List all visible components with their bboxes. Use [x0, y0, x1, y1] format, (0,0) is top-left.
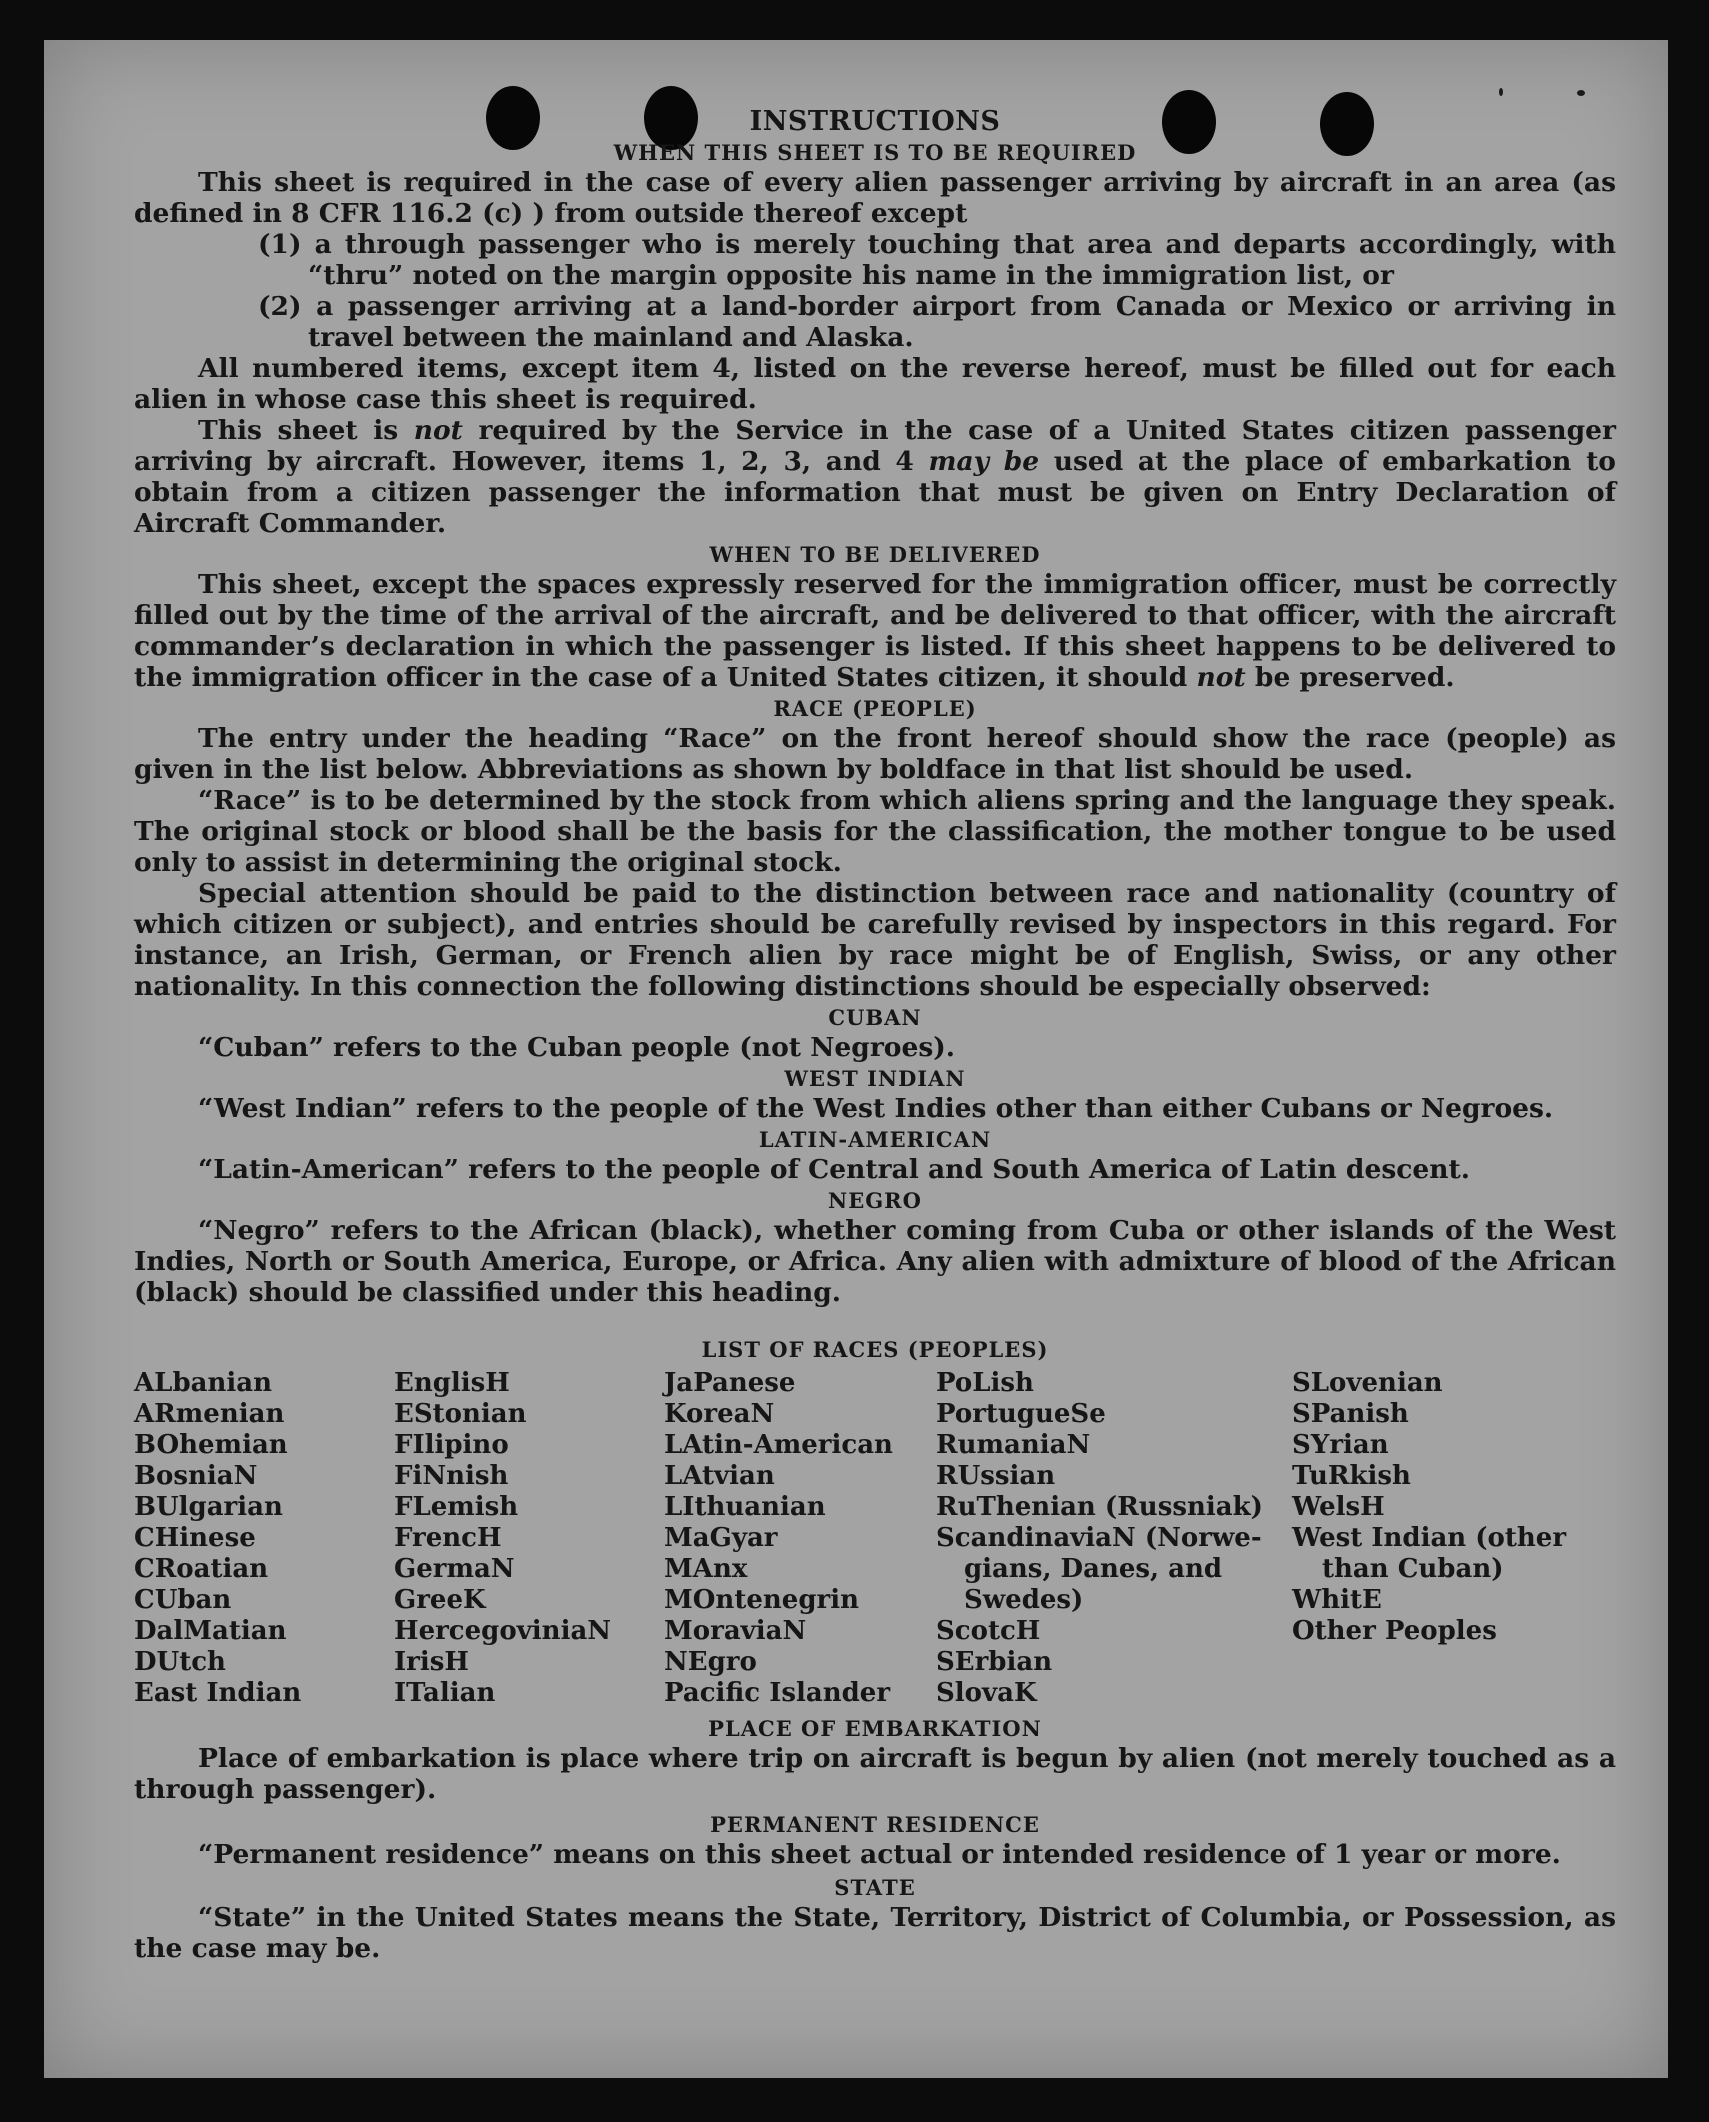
race-entry: EStonian — [394, 1399, 527, 1429]
race-entry: WelsH — [1292, 1492, 1385, 1522]
race-entry: ARmenian — [134, 1399, 285, 1429]
races-column — [394, 1368, 664, 1709]
race-entry: GreeK — [394, 1585, 486, 1615]
speck — [1499, 88, 1503, 96]
text-span: required by the Service in the case of a United States citizen passenger arriving by aircraft. However, items 1, 2, 3, and 4 — [134, 415, 1616, 477]
heading-place-of-embarkation: PLACE OF EMBARKATION — [708, 1716, 1042, 1741]
text-span: This sheet, except the spaces expressly reserved for the immigration officer, must be correctly filled out by the time of the arrival of the aircraft, and be delivered to that officer, with the aircraft commander’s declaration in which the passenger is listed. If this sheet happens to be delivered to the immigration officer in the case of a United States citizen, it should — [134, 569, 1616, 693]
race-entry: ALbanian — [134, 1368, 273, 1398]
page-title: INSTRUCTIONS — [749, 106, 1001, 137]
race-entry: WhitE — [1292, 1585, 1382, 1615]
races-column — [134, 1368, 394, 1709]
race-entry: gians, Danes, and — [964, 1554, 1223, 1584]
race-entry: NEgro — [664, 1647, 757, 1677]
race-entry: MoraviaN — [664, 1616, 807, 1646]
races-column — [1280, 1368, 1592, 1709]
race-entry: DalMatian — [134, 1616, 287, 1646]
heading-latin-american: LATIN-AMERICAN — [758, 1127, 992, 1152]
italic-span: may be — [928, 446, 1040, 477]
race-entry: CUban — [134, 1585, 232, 1615]
list-item: (2) a passenger arriving at a land-border airport from Canada or Mexico or arriving in travel between the mainland and Alaska. — [258, 291, 1616, 353]
text-span: This sheet is — [198, 415, 414, 446]
race-entry: SPanish — [1292, 1399, 1409, 1429]
heading-race: RACE (PEOPLE) — [773, 696, 977, 721]
race-entry: CHinese — [134, 1523, 256, 1553]
race-entry: FLemish — [394, 1492, 519, 1522]
race-entry: SYrian — [1292, 1430, 1389, 1460]
race-entry: HercegoviniaN — [394, 1616, 612, 1646]
race-entry: LIthuanian — [664, 1492, 826, 1522]
race-entry: Other Peoples — [1292, 1616, 1497, 1646]
race-entry: TuRkish — [1292, 1461, 1411, 1491]
paragraph: Place of embarkation is place where trip on aircraft is begun by alien (not merely touched as a through passenger). — [134, 1743, 1616, 1805]
race-entry: FIlipino — [394, 1430, 509, 1460]
instructions-body — [134, 106, 1616, 1964]
race-entry: IrisH — [394, 1647, 469, 1677]
race-entry: RUssian — [936, 1461, 1056, 1491]
text-span: used at the place of embarkation to obtain from a citizen passenger the information that must be given on Entry Declaration of Aircraft Commander. — [134, 446, 1616, 539]
race-entry: RuThenian (Russniak) — [936, 1492, 1263, 1522]
race-entry: MOntenegrin — [664, 1585, 859, 1615]
races-column — [936, 1368, 1280, 1709]
race-entry: SErbian — [936, 1647, 1053, 1677]
race-entry: RumaniaN — [936, 1430, 1091, 1460]
races-column — [664, 1368, 936, 1709]
race-entry: ITalian — [394, 1678, 496, 1708]
italic-span: not — [1196, 662, 1246, 693]
paragraph — [134, 569, 1616, 693]
paragraph: Special attention should be paid to the distinction between race and nationality (country of which citizen or subject), and entries should be carefully revised by inspectors in this regard. For instance, an Irish, German, or French alien by race might be of English, Swiss, or any other nationality. In this connection the following distinctions should be especially observed: — [134, 878, 1616, 1002]
italic-span: not — [413, 415, 463, 446]
race-entry: MaGyar — [664, 1523, 778, 1553]
race-entry: DUtch — [134, 1647, 226, 1677]
heading-list-of-races: LIST OF RACES (PEOPLES) — [701, 1337, 1049, 1362]
races-table — [134, 1368, 1616, 1709]
paragraph: “State” in the United States means the State, Territory, District of Columbia, or Possession, as the case may be. — [134, 1902, 1616, 1964]
race-entry: KoreaN — [664, 1399, 775, 1429]
race-entry: SLovenian — [1292, 1368, 1443, 1398]
paragraph: “Latin-American” refers to the people of Central and South America of Latin descent. — [198, 1154, 1470, 1185]
race-entry: FrencH — [394, 1523, 502, 1553]
race-entry: FiNnish — [394, 1461, 509, 1491]
list-item: (1) a through passenger who is merely touching that area and departs accordingly, with “thru” noted on the margin opposite his name in the immigration list, or — [258, 229, 1616, 291]
race-entry: East Indian — [134, 1678, 302, 1708]
heading-permanent-residence: PERMANENT RESIDENCE — [710, 1812, 1040, 1837]
heading-state: STATE — [834, 1875, 916, 1900]
heading-cuban: CUBAN — [828, 1005, 922, 1030]
race-entry: BUlgarian — [134, 1492, 283, 1522]
race-entry: CRoatian — [134, 1554, 269, 1584]
race-entry: Pacific Islander — [664, 1678, 891, 1708]
document-sheet — [44, 40, 1668, 2078]
race-entry: BosniaN — [134, 1461, 258, 1491]
paragraph: This sheet is required in the case of every alien passenger arriving by aircraft in an area (as defined in 8 CFR 116.2 (c) ) from outside thereof except — [134, 167, 1616, 229]
race-entry: MAnx — [664, 1554, 748, 1584]
heading-when-required: WHEN THIS SHEET IS TO BE REQUIRED — [613, 140, 1137, 165]
paragraph: “Negro” refers to the African (black), whether coming from Cuba or other islands of the West Indies, North or South America, Europe, or Africa. Any alien with admixture of blood of the African (black) should be classified under this heading. — [134, 1215, 1616, 1308]
heading-west-indian: WEST INDIAN — [784, 1066, 966, 1091]
heading-negro: NEGRO — [828, 1188, 922, 1213]
race-entry: LAtvian — [664, 1461, 775, 1491]
paragraph: “Permanent residence” means on this sheet actual or intended residence of 1 year or more. — [198, 1839, 1561, 1870]
race-entry: JaPanese — [664, 1368, 796, 1398]
race-entry: SlovaK — [936, 1678, 1037, 1708]
race-entry: LAtin-American — [664, 1430, 893, 1460]
race-entry: West Indian (other — [1292, 1523, 1567, 1553]
paragraph: “West Indian” refers to the people of the West Indies other than either Cubans or Negroes. — [198, 1093, 1554, 1124]
race-entry: ScotcH — [936, 1616, 1041, 1646]
race-entry: PoLish — [936, 1368, 1034, 1398]
heading-when-delivered: WHEN TO BE DELIVERED — [709, 542, 1041, 567]
paragraph: The entry under the heading “Race” on the front hereof should show the race (people) as given in the list below. Abbreviations as shown by boldface in that list should be used. — [134, 723, 1616, 785]
race-entry: ScandinaviaN (Norwe- — [936, 1523, 1262, 1553]
text-span: be preserved. — [1245, 662, 1455, 693]
race-entry: PortugueSe — [936, 1399, 1106, 1429]
race-entry: GermaN — [394, 1554, 515, 1584]
paragraph: “Cuban” refers to the Cuban people (not Negroes). — [198, 1032, 955, 1063]
speck — [1577, 90, 1585, 96]
paragraph: “Race” is to be determined by the stock from which aliens spring and the language they speak. The original stock or blood shall be the basis for the classification, the mother tongue to be used only to assist in determining the original stock. — [134, 785, 1616, 878]
race-entry: Swedes) — [964, 1585, 1084, 1615]
paragraph: All numbered items, except item 4, listed on the reverse hereof, must be filled out for each alien in whose case this sheet is required. — [134, 353, 1616, 415]
race-entry: EnglisH — [394, 1368, 510, 1398]
race-entry: than Cuban) — [1322, 1554, 1504, 1584]
race-entry: BOhemian — [134, 1430, 288, 1460]
paragraph — [134, 415, 1616, 539]
